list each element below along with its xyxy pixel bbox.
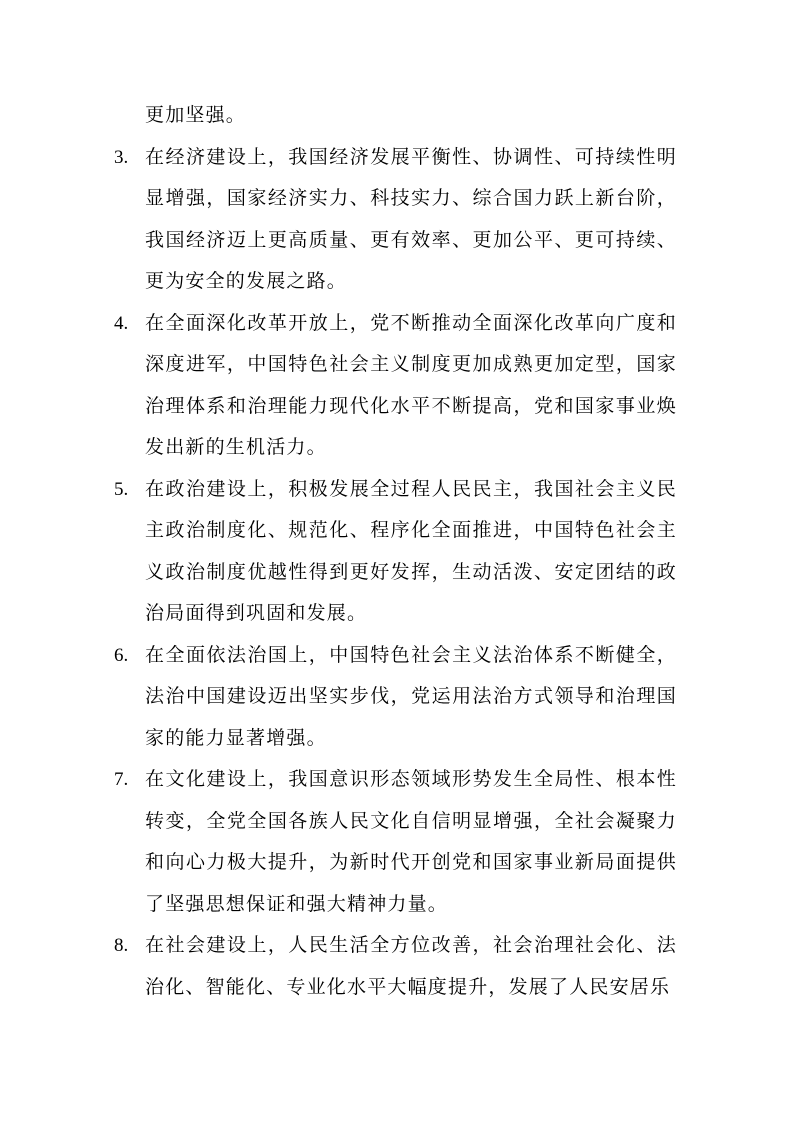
list-item-text: 在文化建设上，我国意识形态领域形势发生全局性、根本性转变，全党全国各族人民文化自信明显增强，全社会凝聚力和向心力极大提升，为新时代开创党和国家事业新局面提供了坚强思想保证和强大精神力量。 — [145, 769, 677, 915]
list-item-text: 在全面依法治国上，中国特色社会主义法治体系不断健全，法治中国建设迈出坚实步伐，党运用法治方式领导和治理国家的能力显著增强。 — [145, 644, 677, 749]
list-item-number: 3. — [114, 146, 129, 168]
list-item-number: 5. — [114, 478, 129, 500]
document-content — [114, 95, 677, 1008]
list-item-4 — [114, 303, 677, 469]
list-item-5 — [114, 469, 677, 635]
list-item-text: 在社会建设上，人民生活全方位改善，社会治理社会化、法治化、智能化、专业化水平大幅度提升，发展了人民安居乐 — [145, 935, 677, 998]
list-item-number: 6. — [114, 644, 129, 666]
list-item-number: 8. — [114, 935, 129, 956]
list-item-text: 在政治建设上，积极发展全过程人民民主，我国社会主义民主政治制度化、规范化、程序化全面推进，中国特色社会主义政治制度优越性得到更好发挥，生动活泼、安定团结的政治局面得到巩固和发展。 — [145, 478, 677, 624]
paragraph-continuation: 更加坚强。 — [145, 105, 247, 126]
list-item-3 — [114, 137, 677, 303]
list-item-text: 在经济建设上，我国经济发展平衡性、协调性、可持续性明显增强，国家经济实力、科技实力、综合国力跃上新台阶，我国经济迈上更高质量、更有效率、更加公平、更可持续、更为安全的发展之路。 — [145, 146, 677, 292]
list-item-7 — [114, 759, 677, 925]
list-item-6 — [114, 635, 677, 760]
list-item-8 — [114, 925, 677, 1008]
list-item-number: 4. — [114, 312, 129, 334]
list-item-number: 7. — [114, 769, 129, 790]
list-item-text: 在全面深化改革开放上，党不断推动全面深化改革向广度和深度进军，中国特色社会主义制度更加成熟更加定型，国家治理体系和治理能力现代化水平不断提高，党和国家事业焕发出新的生机活力。 — [145, 312, 677, 458]
